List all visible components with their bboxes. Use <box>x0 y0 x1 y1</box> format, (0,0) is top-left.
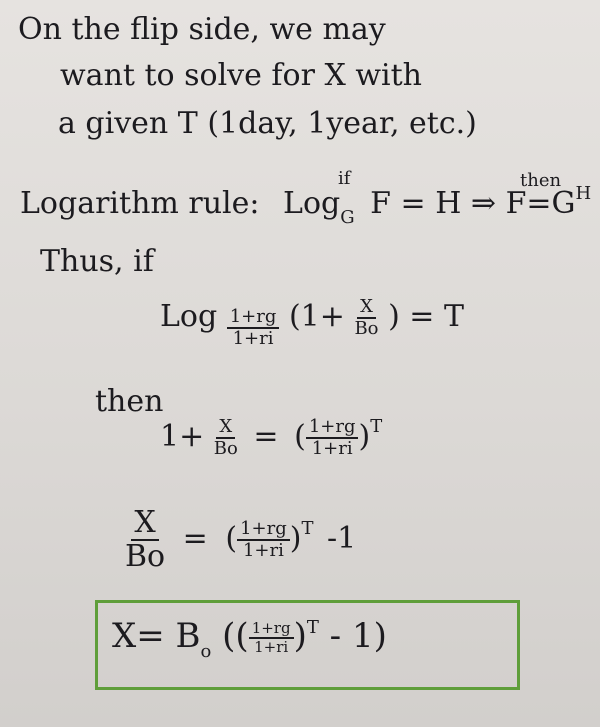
eq3-rate-numerator: 1+rg <box>237 520 290 541</box>
logarithm-rule <box>20 183 592 228</box>
eq4-lhs: X= B <box>112 616 201 656</box>
eq1-log-base <box>227 308 280 348</box>
eq2-exponent: T <box>370 416 383 437</box>
eq4-lhs-sub: o <box>200 641 212 662</box>
rule-log-base: G <box>340 207 355 228</box>
equation-final-result: $X= B_o$ (( $\frac{1+rg}{1+ri}$ )$^T$ - 1) <box>112 616 387 662</box>
eq1-base-numerator: 1+rg <box>227 308 280 329</box>
eq2-rate-numerator: 1+rg <box>306 418 359 439</box>
eq1-log: Log <box>160 299 218 334</box>
rule-then-label: then <box>520 170 562 191</box>
equation-isolated-ratio: $\frac{X}{Bo}$ = ( $\frac{1+rg}{1+ri}$ )$^T$ -1 <box>125 505 357 574</box>
eq4-exponent: T <box>306 617 319 638</box>
eq2-x-numerator: X <box>216 418 235 439</box>
eq2-lhs: 1+ <box>160 419 205 454</box>
intro-line-2: want to solve for X with <box>60 58 423 93</box>
eq3-equals: = <box>182 521 208 556</box>
rule-result-exp: H <box>575 183 592 204</box>
implies-arrow: ⇒ <box>470 186 497 221</box>
eq4-rate-denominator: 1+ri <box>254 638 289 656</box>
eq4-rate-fraction <box>249 621 294 655</box>
thus-if-label: Thus, if <box>40 244 154 279</box>
eq2-rate-denominator: 1+ri <box>311 438 353 459</box>
eq3-x-numerator: X <box>131 508 158 541</box>
eq1-x-denominator: Bo <box>354 318 379 339</box>
eq2-equals: = <box>253 419 279 454</box>
eq2-rate-fraction <box>306 418 359 458</box>
eq1-x-numerator: X <box>357 298 376 319</box>
eq3-exponent: T <box>301 518 314 539</box>
eq1-base-denominator: 1+ri <box>232 328 274 349</box>
eq4-minus-one: - 1) <box>329 616 387 656</box>
rule-if-label: if <box>338 168 351 189</box>
equation-exponential-form: 1+ $\frac{X}{Bo}$ = ( $\frac{1+rg}{1+ri}$ )$^T$ <box>160 416 383 459</box>
intro-line-3: a given T (1day, 1year, etc.) <box>58 106 477 141</box>
eq2-x-fraction <box>214 418 238 458</box>
eq1-arg-close: ) = T <box>388 299 464 334</box>
eq3-minus-one: -1 <box>327 521 357 556</box>
eq2-x-denominator: Bo <box>213 438 238 459</box>
rule-result: F=G <box>505 186 576 221</box>
eq1-arg-open: (1+ <box>288 299 345 334</box>
rule-label: Logarithm rule: <box>20 186 260 221</box>
eq3-x-fraction <box>125 505 166 574</box>
rule-log-rest: F = H <box>370 186 462 221</box>
eq3-x-denominator: Bo <box>125 539 166 574</box>
eq3-rate-denominator: 1+ri <box>242 540 284 561</box>
eq3-rate-fraction <box>237 520 290 560</box>
eq1-x-fraction <box>354 298 378 338</box>
intro-line-1: On the flip side, we may <box>18 12 386 47</box>
eq4-rate-numerator: 1+rg <box>249 621 294 639</box>
equation-log-form <box>160 296 464 349</box>
rule-log: Log <box>283 186 341 221</box>
then-label: then <box>95 384 164 419</box>
